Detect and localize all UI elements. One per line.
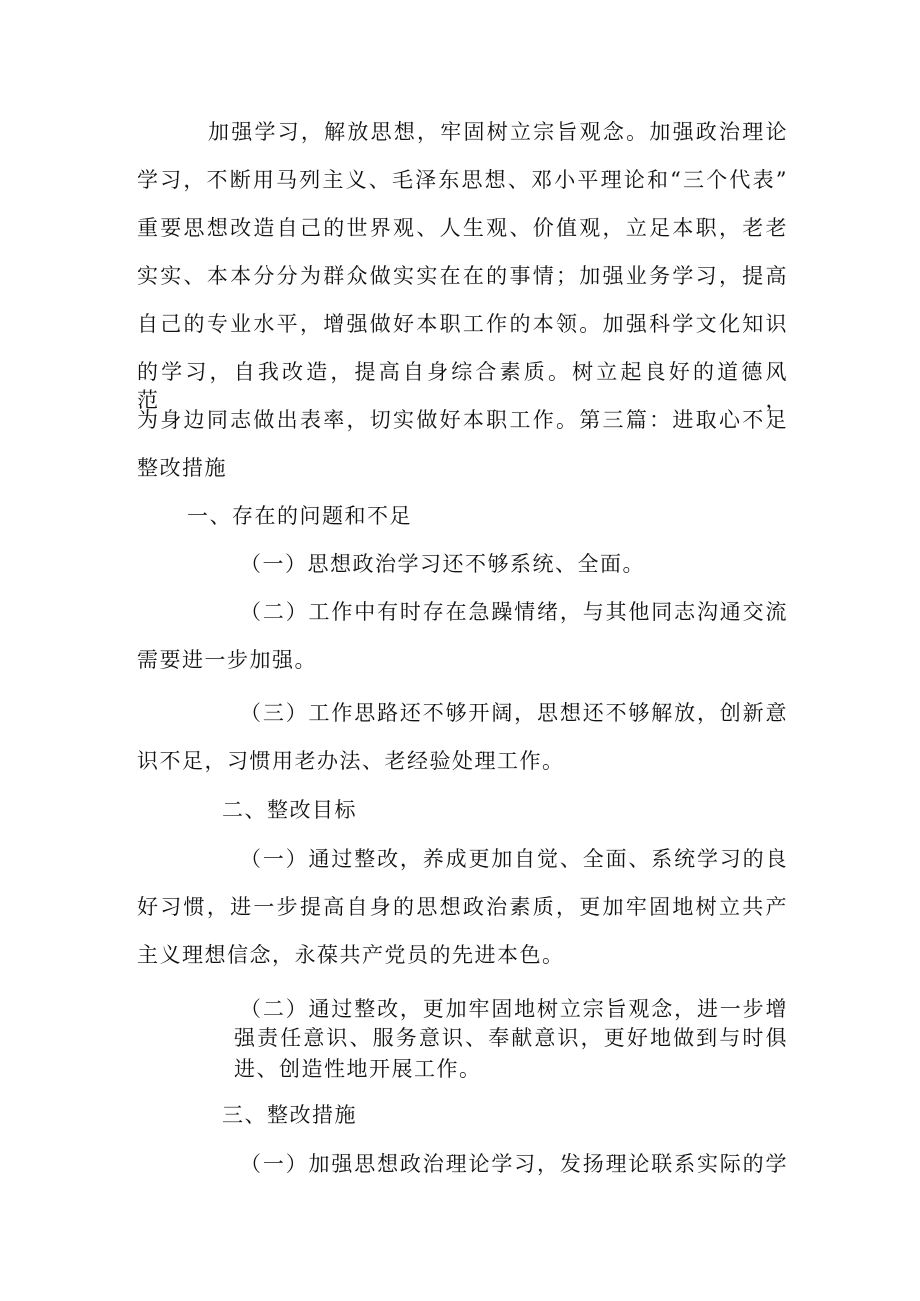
list-item: （一）通过整改，养成更加自觉、全面、系统学习的良 xyxy=(240,847,788,871)
paragraph-line: 学习，不断用马列主义、毛泽东思想、邓小平理论和“三个代表” xyxy=(137,168,788,192)
list-item: （一）加强思想政治理论学习，发扬理论联系实际的学 xyxy=(240,1152,788,1176)
section-heading: 二、整改目标 xyxy=(222,798,357,822)
paragraph-line: 重要思想改造自己的世界观、人生观、价值观，立足本职，老老 xyxy=(137,216,788,240)
list-item: （二）通过整改，更加牢固地树立宗旨观念，进一步增 xyxy=(240,997,788,1021)
section-heading: 一、存在的问题和不足 xyxy=(187,504,412,528)
list-item-continuation: 识不足，习惯用老办法、老经验处理工作。 xyxy=(137,749,565,773)
list-item: （二）工作中有时存在急躁情绪，与其他同志沟通交流 xyxy=(240,600,788,624)
list-item-continuation: 好习惯，进一步提高自身的思想政治素质，更加牢固地树立共产 xyxy=(137,895,788,919)
paragraph-line: 整改措施 xyxy=(137,456,227,480)
list-item-continuation: 主义理想信念，永葆共产党员的先进本色。 xyxy=(137,943,565,967)
paragraph-line: 自己的专业水平，增强做好本职工作的本领。加强科学文化知识 xyxy=(137,312,788,336)
list-item-continuation: 强责任意识、服务意识、奉献意识，更好地做到与时俱 xyxy=(234,1026,788,1050)
paragraph-line: 的学习，自我改造，提高自身综合素质。树立起良好的道德风范， xyxy=(137,360,788,412)
paragraph-line: 加强学习，解放思想，牢固树立宗旨观念。加强政治理论 xyxy=(208,120,788,144)
paragraph-line: 实实、本本分分为群众做实实在在的事情；加强业务学习，提高 xyxy=(137,264,788,288)
list-item: （三）工作思路还不够开阔，思想还不够解放，创新意 xyxy=(240,701,788,725)
list-item-continuation: 进、创造性地开展工作。 xyxy=(234,1057,482,1081)
list-item: （一）思想政治学习还不够系统、全面。 xyxy=(240,552,645,576)
paragraph-line: 为身边同志做出表率，切实做好本职工作。第三篇：进取心不足 xyxy=(137,408,788,432)
list-item-continuation: 需要进一步加强。 xyxy=(137,648,317,672)
section-heading: 三、整改措施 xyxy=(222,1103,357,1127)
